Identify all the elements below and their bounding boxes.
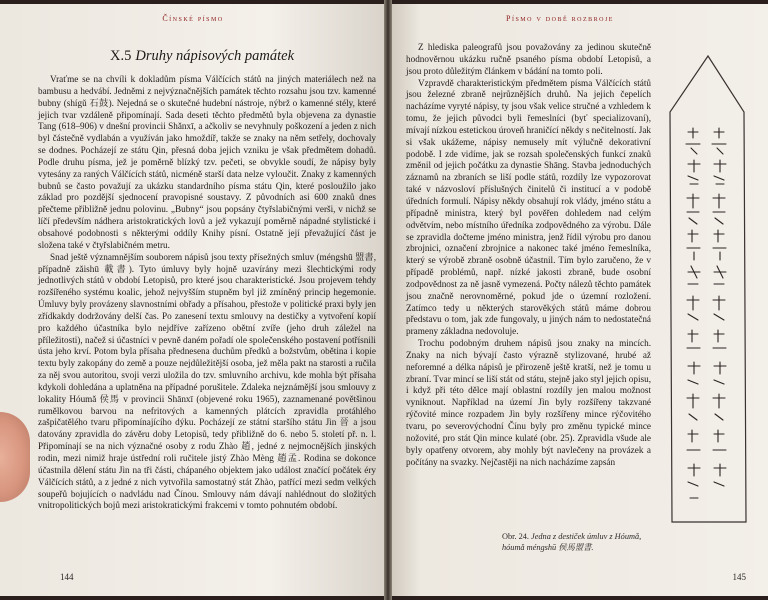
running-head-right: Písmo v době rozbroje <box>506 14 614 23</box>
section-heading <box>110 48 294 65</box>
houma-tablet-illustration <box>658 52 758 532</box>
tablet-outline <box>670 56 746 522</box>
section-number: X.5 <box>110 48 132 64</box>
figure-caption <box>502 532 662 553</box>
thumb-holding-page <box>0 412 30 502</box>
left-page <box>0 4 386 596</box>
right-body-text <box>406 42 651 468</box>
figure-label: Obr. 24. <box>502 532 529 541</box>
paragraph: Trochu podobným druhem nápisů jsou znaky na mincích. Znaky na nich bývají často výrazně stylizované, hrubé až neforemné a délka nápisů je přirozeně ještě kratší, než je tomu u zbraní. Tvar mincí se liší stát od státu, stejně jako styl jejich opisu, i když při této dělce mají oblastní rozdíly jen malou možnost vyniknout. Například na území Jìn byly rozšířeny takzvané rýčovité mince rozpadem Jìn byly rozšířeny mince rýčovitého tvaru, po severovýchodní Čínu byly pro změnu typické mince nožovité, pro stát Qin mince kulaté (obr. 25). Zpravidla všude ale byly opatřeny otvorem, aby mohly být navlečeny na provázek a počítány na svazky. Nejčastěji na nich nacházíme zapsán <box>406 338 651 467</box>
page-number-right: 145 <box>732 572 746 582</box>
paragraph: Vzpravdě charakteristickým předmětem písma Válčících států jsou železné zbraně nejrůznějších druhů. Na jejich čepelích nacházíme vyryté nápisy, ty jsou však velice stručné a vzhledem k tomu, že jejich původci byli řemeslníci (byť specializovaní), mívají nízkou estetickou úroveň hraničící někdy s nečitelností. Jak si však ukážeme, nápisy nemusely mít výlučně dekorativní podobě. I zde vidíme, jak se rozsah společenských funkcí znaků změnil od jejich počátku za dynastie Shāng. Stavba jednoduchých záznamů na zbraních se liší podle států, rozdíly lze vypozorovat také v názvosloví příslušných činitelů či institucí a v podobě úředních formulí. Nápisy někdy obsahují rok vlády, jméno státu a případně ministra, který byl pověřen dohledem nad celým odvětvím, nebo místního úředníka zodpovědného za výrobu. Dále se zpravidla dočteme jméno ministra, jenž řídil výrobu pro danou zbrojnici, označení zbrojnice a nakonec také jméno řemeslníka, který se výrobě zbraně osobně účastnil. Tím bylo zaručeno, že v případě problémů, např. nízké jakosti zbraně, bude osobní zodpovědnost za ně jasně vymezená. Počty nálezů těchto památek jsou značně nerovnoměrné, pokud jde o územní rozložení. Zatímco tedy u některých starověkých států máme dobrou představu o tom, jak zde fungovaly, u jiných nám to nedostatečná prameny základna nedovoluje. <box>406 77 651 337</box>
running-head-left: Čínské písmo <box>162 14 224 23</box>
figure-caption-text: Jedna z destiček úmluv z Hóumǎ, hóumǎ méngshū 侯馬盟書. <box>502 532 642 552</box>
paragraph: Snad ještě významnějším souborem nápisů jsou texty přísežných smluv (méngshū 盟書, případně zǎishū 載書). Tyto úmluvy byly hojně uzavírány mezi šlechtickými rody jednotlivých států v období Letopisů, pro které jsou charakteristické. Jsou projevem tehdy rozšířeného systému koalic, jehož nejvyšším stupněm byl již zmíněný princip hegemonie. Úmluvy byly provázeny slavnostními obřady a přísahou, přestože v politické praxi byly jen zřídkakdy dodržovány delší čas. Po zanesení textu smlouvy na destičky a vytvoření kopií pro každého účastníka bylo nejdříve zařízeno obětní zvíře (jeho druh záležel na příležitosti), načež si účastníci v pevně daném pořadí ole společenského postavení potřísnili ústa jeho krví. Potom byla přísaha přednesena duchům předků a božstvům, obětina i kopie textu byly zakopány do země a pouze nejdůležitější osoba, jež měla pakt na starosti a ručila za něj svou autoritou, svoji verzi uložila do tzv. smluvního archivu, kde mohla být přísaha kdykoli dohledána a uplatněna na případné porušitele. Zdaleka nejznámější jsou smlouvy z lokality Hóumǎ 侯馬 v provincii Shānxī (objevené roku 1965), zaznamenané povětšinou rumělkovou barvou na nefritových a kamenných plátcích zpravidla protáhlého zašpičatělého tvaru připomínajícího dýku. Pocházejí ze státní staršího státu Jìn 晉 a jsou datovány zpravidla do závěru doby Letopisů, tedy přibližně do 6. nebo 5. století př. n. l. Připomínají se na nich význačné osoby z rodu Zhào 趙, jedné z nejmocnějších jinských rodin, mezi nimiž hraje ústřední roli ručitele jistý Zhào Mèng 趙孟. Rodina se dokonce účastnila dělení státu Jìn na tři části, chápaného objektem jako událost značící počátek éry Válčících států, a z jedné z nich vytvořila samostatný stát Zhào, patřící mezi sedm velkých soupeřů bojujících o nadvládu nad Čínou. Smlouvy nám dávají nahlédnout do složitých vnitropolitických bojů mezi aristokratickými frakcemi v tomto pohnutém období. <box>38 251 376 511</box>
paragraph: Vraťme se na chvíli k dokladům písma Válčících států na jiných materiálech než na bambusu a hedvábí. Jedněmi z nejvýznačnějších památek těchto rozsahu jsou tzv. kamenné bubny (shígǔ 石鼓). Nejedná se o skutečné hudební nástroje, nýbrž o kamenné stély, které jejich tvar vzdáleně připomínají. Sada deseti těchto předmětů byla objevena za dynastie Tang (618–906) v dnešní provincii Shǎnxī, a ačkoliv se nevyhnuly poškození a jeden z nich byl částečně vydlabán a využíván jako hmoždíř, takže se znaky na něm setřely, dochovaly se dodnes. Pocházejí ze státu Qin, přesná doba jejich vzniku je však předmětem dohadů. Podle druhu písma, jež je poměrně blízký tzv. pečeti, se obvykle soudí, že nápisy byly vytesány za raných Válčících států, nicméně starší data nelze vyloučit. Znaky z kamenných bubnů se často považují za ukázku standardního písma státu Qin, které posloužilo jako základ pro pozdější sjednocení pravopisné soustavy. Z původních asi 600 znaků dnes přečteme přibližně jednu polovinu. „Bubny“ jsou popsány čtyřslabičnými verši, v nichž se líčí především nádhera aristokratických lovů a jež vykazují poměrně nápadné stylistické i obsahové podobnosti s některými oddíly Knihy písní. Ostatně její převažující část je složena také v čtyřslabičném metru. <box>38 74 376 250</box>
paragraph: Z hlediska paleografů jsou považovány za jedinou skutečně hodnověrnou ukázku ručně psaného písma období Letopisů, a jsou proto důležitým článkem v bádání na tomto poli. <box>406 42 651 76</box>
left-body-text <box>38 74 376 512</box>
section-title-text: Druhy nápisových památek <box>135 48 295 64</box>
page-number-left: 144 <box>60 572 74 582</box>
tablet-inscription <box>686 128 726 498</box>
book-gutter <box>384 0 392 600</box>
right-page <box>390 4 768 596</box>
